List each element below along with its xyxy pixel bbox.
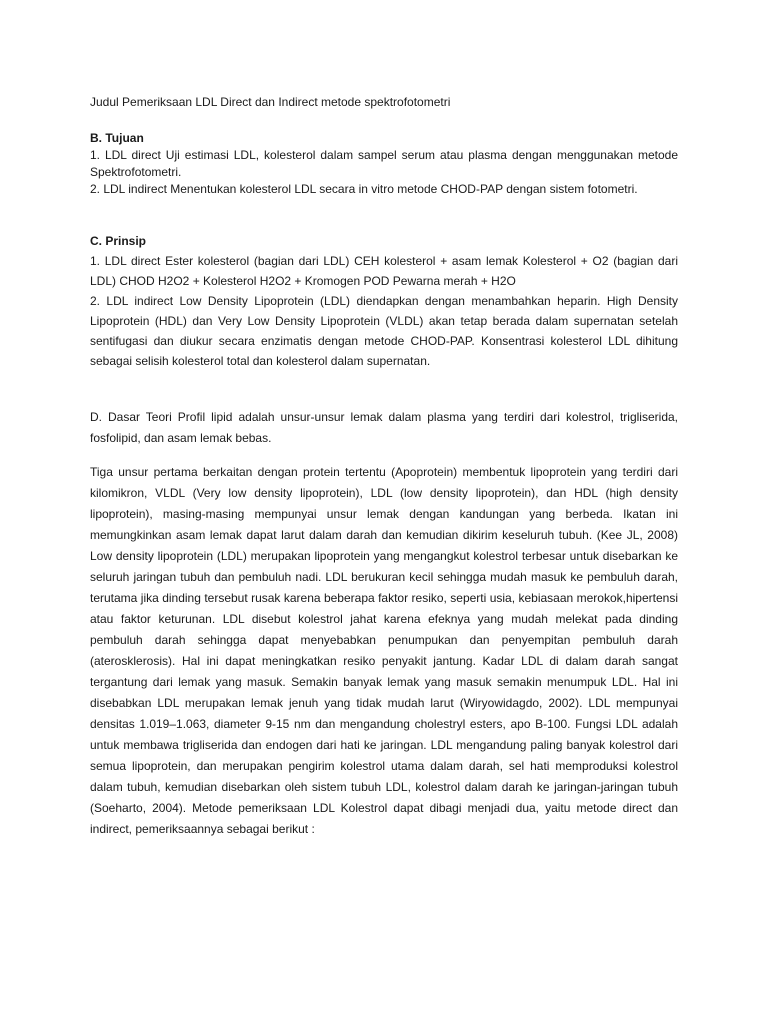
- section-dasar-teori: [90, 407, 678, 840]
- tujuan-item-1: 1. LDL direct Uji estimasi LDL, kolesterol dalam sampel serum atau plasma dengan menggunakan metode Spektrofotometri.: [90, 148, 678, 179]
- section-tujuan: [90, 130, 678, 198]
- section-prinsip: [90, 231, 678, 371]
- dasar-teori-paragraph-1: D. Dasar Teori Profil lipid adalah unsur-unsur lemak dalam plasma yang terdiri dari kolestrol, trigliserida, fosfolipid, dan asam lemak bebas.: [90, 410, 678, 445]
- section-heading-prinsip: C. Prinsip: [90, 234, 147, 248]
- prinsip-item-1: 1. LDL direct Ester kolesterol (bagian dari LDL) CEH kolesterol + asam lemak Kolesterol + O2 (bagian dari LDL) CHOD H2O2 + Kolesterol H2O2 + Kromogen POD Pewarna merah + H2O: [90, 254, 678, 288]
- document-page: [90, 94, 678, 840]
- document-title: Judul Pemeriksaan LDL Direct dan Indirect metode spektrofotometri: [90, 95, 451, 109]
- dasar-teori-paragraph-2: Tiga unsur pertama berkaitan dengan protein tertentu (Apoprotein) membentuk lipoprotein yang terdiri dari kilomikron, VLDL (Very low density lipoprotein), LDL (low density lipoprotein), dan HDL (high density lipoprotein), masing-masing mempunyai unsur lemak dengan kandungan yang berbeda. Ikatan ini memungkinkan asam lemak dapat larut dalam darah dan kemudian dikirim keseluruh tubuh. (Kee JL, 2008) Low density lipoprotein (LDL) merupakan lipoprotein yang mengangkut kolestrol terbesar untuk disebarkan ke seluruh jaringan tubuh dan pembuluh nadi. LDL berukuran kecil sehingga mudah masuk ke pembuluh darah, terutama jika dinding tersebut rusak karena beberapa faktor resiko, seperti usia, kebiasaan merokok,hipertensi atau faktor keturunan. LDL disebut kolestrol jahat karena efeknya yang mudah melekat pada dinding pembuluh darah sehingga dapat menyebabkan penumpukan dan penyempitan pembuluh darah (aterosklerosis). Hal ini dapat meningkatkan resiko penyakit jantung. Kadar LDL di dalam darah sangat tergantung dari lemak yang masuk. Semakin banyak lemak yang masuk semakin menumpuk LDL. Hal ini disebabkan LDL merupakan lemak jenuh yang tidak mudah larut (Wiryowidagdo, 2002). LDL mempunyai densitas 1.019–1.063, diameter 9-15 nm dan mengandung cholestryl esters, apo B-100. Fungsi LDL adalah untuk membawa trigliserida dan endogen dari hati ke jaringan. LDL mengandung paling banyak kolestrol dari semua lipoprotein, dan merupakan pengirim kolestrol utama dalam darah, sel hati memproduksi kolestrol dalam tubuh, kemudian disebarkan oleh sistem tubuh LDL, kolestrol dalam darah ke jaringan-jaringan tubuh (Soeharto, 2004). Metode pemeriksaan LDL Kolestrol dapat dibagi menjadi dua, yaitu metode direct dan indirect, pemeriksaannya sebagai berikut :: [90, 465, 678, 836]
- prinsip-item-2: 2. LDL indirect Low Density Lipoprotein (LDL) diendapkan dengan menambahkan heparin. High Density Lipoprotein (HDL) dan Very Low Density Lipoprotein (VLDL) akan tetap berada dalam supernatan setelah sentifugasi dan diukur secara enzimatis dengan metode CHOD-PAP. Konsentrasi kolesterol LDL dihitung sebagai selisih kolesterol total dan kolesterol dalam supernatan.: [90, 294, 678, 368]
- tujuan-item-2: 2. LDL indirect Menentukan kolesterol LDL secara in vitro metode CHOD-PAP dengan sistem fotometri.: [90, 182, 638, 196]
- section-heading-tujuan: B. Tujuan: [90, 131, 144, 145]
